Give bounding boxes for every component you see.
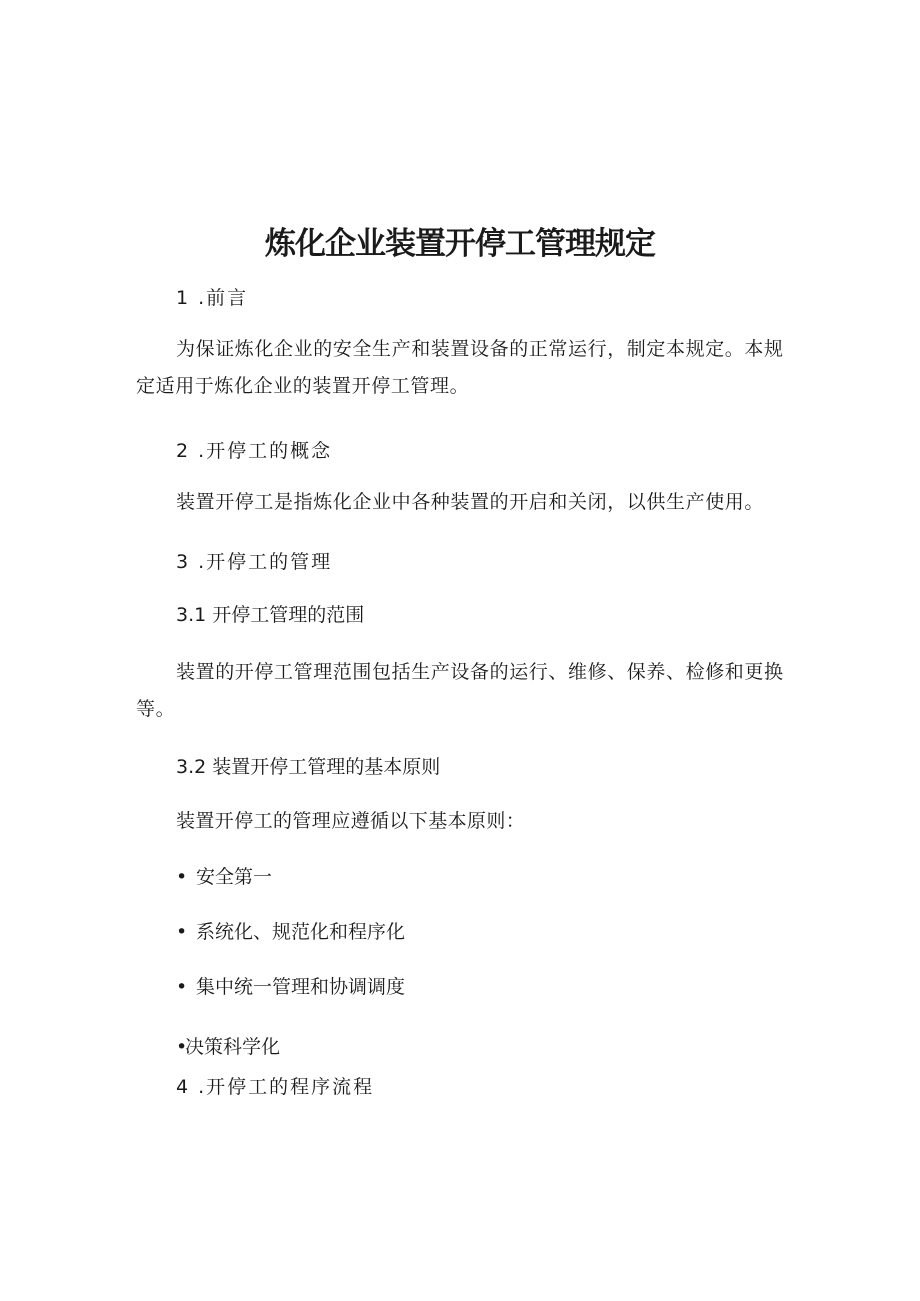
section-3-heading: 3 .开停工的管理	[176, 551, 333, 573]
section-2-paragraph: 装置开停工是指炼化企业中各种装置的开启和关闭，以供生产使用。	[176, 491, 765, 513]
section-3-2-heading: 3.2 装置开停工管理的基本原则	[176, 756, 441, 778]
section-3-1-paragraph: 装置的开停工管理范围包括生产设备的运行、维修、保养、检修和更换等。	[136, 661, 784, 720]
principle-text: 系统化、规范化和程序化	[196, 921, 406, 943]
section-4-heading: 4 .开停工的程序流程	[176, 1076, 375, 1098]
bullet-icon: •	[176, 976, 188, 998]
principle-text: 决策科学化	[185, 1036, 281, 1058]
section-2-heading: 2 .开停工的概念	[176, 440, 333, 462]
principle-list-item	[176, 917, 405, 947]
bullet-icon: •	[176, 866, 188, 888]
bullet-icon: •	[176, 921, 188, 943]
section-1-heading: 1 .前言	[176, 287, 249, 309]
section-3-2-intro: 装置开停工的管理应遵循以下基本原则：	[176, 810, 526, 832]
bullet-icon: •	[176, 1036, 188, 1058]
principle-text: 安全第一	[196, 866, 273, 888]
document-title: 炼化企业装置开停工管理规定	[265, 226, 655, 262]
section-3-1-heading: 3.1 开停工管理的范围	[176, 604, 365, 626]
section-1-paragraph: 为保证炼化企业的安全生产和装置设备的正常运行，制定本规定。本规定适用于炼化企业的装置开停工管理。	[136, 338, 784, 397]
principle-text: 集中统一管理和协调调度	[196, 976, 406, 998]
principle-list-item	[176, 1032, 280, 1062]
principle-list-item	[176, 972, 405, 1002]
principle-list-item	[176, 862, 272, 892]
